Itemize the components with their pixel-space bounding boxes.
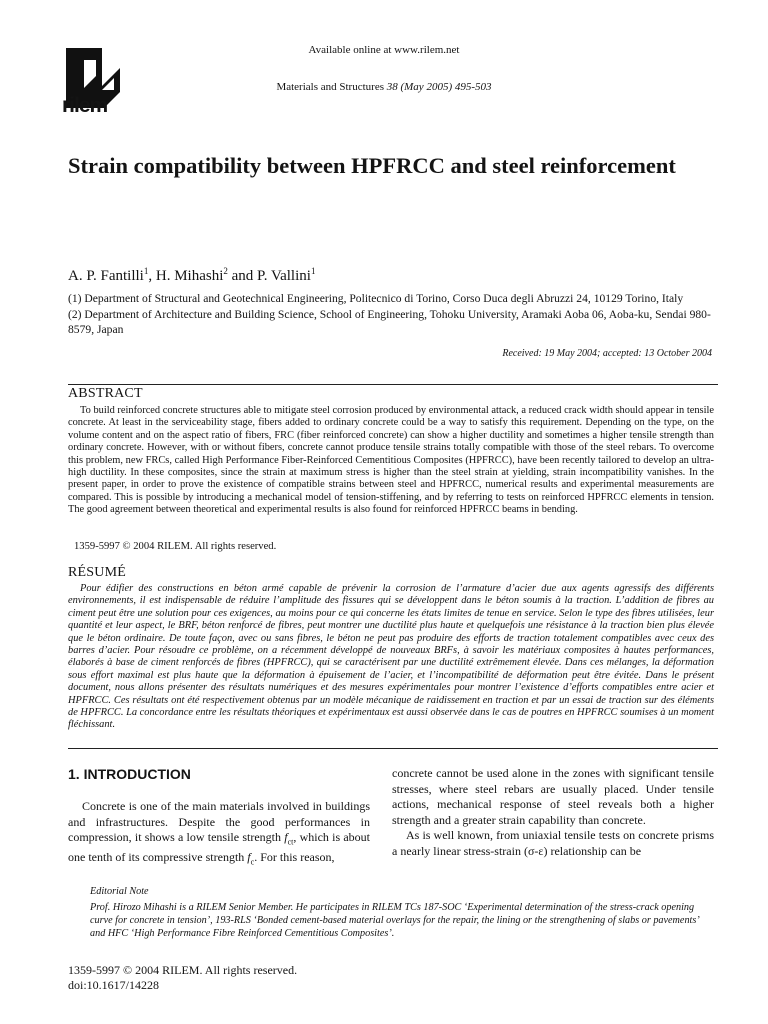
abstract-divider — [68, 384, 718, 385]
author-affiliation-mark: 1 — [143, 266, 149, 276]
received-dates: Received: 19 May 2004; accepted: 13 October 2004 — [502, 348, 712, 359]
intro-paragraph: concrete cannot be used alone in the zones with significant tensile stresses, where steel rebars are usually placed. Under tensile actions, mechanical response of steel reveals both a higher strength and a greater strain capability than concrete. — [392, 766, 714, 827]
rilem-logo-text: rilem — [62, 94, 108, 117]
resume-text — [68, 583, 714, 732]
article-title: Strain compatibility between HPFRCC and steel reinforcement — [68, 153, 676, 178]
affiliations — [68, 291, 728, 338]
resume-divider — [68, 748, 718, 749]
journal-citation — [0, 81, 768, 93]
author-affiliation-mark: 2 — [223, 266, 228, 276]
journal-volume: 38 — [386, 81, 398, 93]
intro-paragraph — [392, 828, 714, 859]
fc-subscript: c — [250, 857, 255, 867]
author-separator: , — [148, 268, 156, 284]
abstract-text — [68, 405, 714, 517]
abstract-copyright: 1359-5997 © 2004 RILEM. All rights reserved. — [74, 541, 277, 552]
intro-text: , which is about one tenth of its compressive strength — [68, 830, 371, 865]
editorial-note-text: Prof. Hirozo Mihashi is a RILEM Senior Member. He participates in RILEM TCs 187-SOC ‘Experimental determination of the stress-crack opening curve for concrete in tension’, 193-RLS ‘Bonded cement-based material overlays for the repair, the lining or the strengthening of slabs or pavements’ and HFC ‘High Performance Fibre Reinforced Cementitious Composites’. — [90, 902, 699, 939]
footer-doi: doi:10.1617/14228 — [68, 978, 160, 992]
fc-symbol: f — [247, 850, 251, 865]
resume-heading: RÉSUMÉ — [68, 565, 126, 580]
intro-text: Concrete is one of the main materials involved in buildings and infrastructures. Despite the good performances in compression, it shows a low tensile strength — [68, 799, 370, 845]
editorial-note-label: Editorial Note — [90, 886, 149, 897]
author-list — [68, 266, 315, 285]
intro-paragraph-text: As is well known, from uniaxial tensile tests on concrete prisms a nearly linear stress-strain (σ-ε) relationship can be — [392, 828, 714, 858]
available-online: Available online at www.rilem.net — [308, 44, 460, 56]
affiliation: (2) Department of Architecture and Building Science, School of Engineering, Tohoku University, Aramaki Aoba 06, Aoba-ku, Sendai 980-8579, Japan — [68, 307, 711, 336]
introduction-heading: 1. INTRODUCTION — [68, 766, 191, 782]
author-name: H. Mihashi — [155, 268, 224, 284]
author-separator: and — [227, 268, 258, 284]
fct-symbol: f — [284, 830, 288, 845]
journal-issue: (May 2005) 495-503 — [400, 81, 492, 93]
affiliation: (1) Department of Structural and Geotechnical Engineering, Politecnico di Torino, Corso Duca degli Abruzzi 24, 10129 Torino, Italy — [68, 292, 684, 305]
journal-name: Materials and Structures — [276, 81, 384, 93]
footer-copyright: 1359-5997 © 2004 RILEM. All rights reserved. — [68, 963, 298, 977]
introduction-left-column — [68, 799, 370, 870]
fct-subscript: ct — [287, 837, 294, 847]
introduction-right-column — [392, 766, 714, 860]
author-affiliation-mark: 1 — [310, 266, 316, 276]
intro-text: . For this reason, — [254, 850, 335, 865]
abstract-heading: ABSTRACT — [68, 386, 143, 401]
abstract-body: To build reinforced concrete structures able to mitigate steel corrosion produced by environmental attack, a reduced crack width should appear in tensile concrete. At least in the serviceability stage, fibers added to ordinary concrete could be a way to satisfy this requirement. Depending on the type, on the volume content and on the aspect ratio of fibers, FRC (fiber reinforced concrete) can show a higher ductility and sometimes a higher tensile strength than ordinary concrete. However, with or without fibers, concrete cannot produce tensile strains totally compatible with those of the steel rebars. To overcome this problem, new FRCs, called High Performance Fiber-Reinforced Cementitious Composites (HPFRCC), have been recently tailored to develop an ultra-high ductility. In these composites, since the strain at maximum stress is higher than the steel strain at yielding, strain incompatibility vanishes. In the present paper, in order to prove the existence of compatible strains between steel and HPFRCC, numerical results and experimental measurements are compared. This is possible by introducing a mechanical model of tension-stiffening, and by referring to tests on reinforced HPFRCC elements in tension. The good agreement between theoretical and experimental results is also found for reinforced HPFRCC beams in bending. — [68, 405, 714, 516]
author-name: A. P. Fantilli — [68, 268, 144, 284]
resume-body: Pour édifier des constructions en béton armé capable de prévenir la corrosion de l’armature d’acier due aux agents agressifs des différents environnements, il est indispensable de réduire l’amplitude des fissures qui se développent dans le béton soumis à la traction. L’addition de fibres au ciment peut être une solution pour ces exigences, au moins pour ce qui concerne les états limites de tenue en service. Selon le type des fibres utilisées, leur quantité et leur aspect, le BRF, béton renforcé de fibres, peut montrer une ductilité plus haute et quelquefois une résistance à la traction bien plus élevée que le béton ordinaire. De toute façon, avec ou sans fibres, le béton ne peut pas produire des efforts de traction totalement compatibles avec ceux des barres d’acier. Pour résoudre ce problème, on a récemment développé de nouveaux BRFs, à savoir les matériaux composites à hautes performances, élaborés à base de ciment renforcés de fibres (HPFRCC), qui se caractérisent par une ductilité extrêmement élevée. Dans ces mélanges, la déformation sous effort maximal est plus haute que la déformation à épuisement de l’acier, et l’incompatibilité de déformation peut être évitée. Dans le présent document, nous allons présenter des résultats numériques et des mesures expérimentales pour montrer l’existence d’efforts compatibles entre acier et HPFRCC. Ces résultats ont été respectivement obtenus par un modèle mécanique de raidissement en traction et par un essai de traction sur des éléments de HPFRCC. La concordance entre les résultats théoriques et expérimentaux est aussi observée dans le cas de poutres en HPFRCC soumises à un moment fléchissant. — [68, 583, 714, 731]
author-name: P. Vallini — [257, 268, 311, 284]
